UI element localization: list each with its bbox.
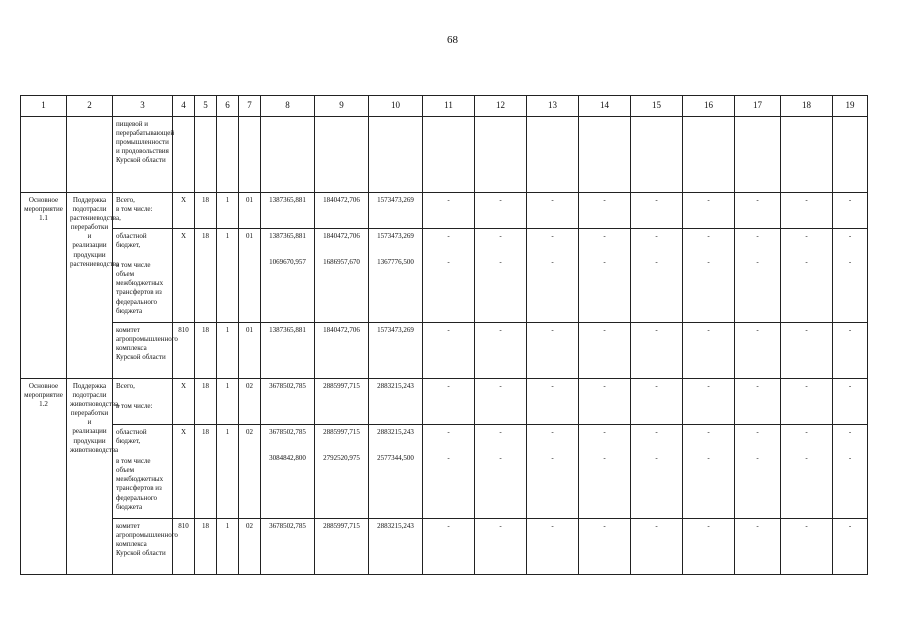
dash-cell: - [781, 323, 833, 379]
header-cell: 19 [833, 96, 868, 117]
code-cell: 1 [217, 193, 239, 229]
dash-cell: - [781, 379, 833, 425]
dash-cell: - [527, 519, 579, 575]
dash: - [707, 428, 710, 436]
code-cell: 810 [173, 519, 195, 575]
dash: - [756, 258, 759, 267]
dash: - [447, 428, 450, 436]
dash-cell: - [833, 379, 868, 425]
value-total: 3678502,785 [269, 428, 306, 436]
dash: - [805, 258, 808, 267]
continued-text: пищевой и перерабатывающей промышленности и продовольствия Курской области [113, 117, 173, 193]
table-row [21, 229, 868, 323]
dash-cell: - [683, 193, 735, 229]
header-cell: 4 [173, 96, 195, 117]
value-federal: 1686957,670 [323, 258, 360, 267]
dash-cell: - [579, 323, 631, 379]
dash-cell: - [781, 519, 833, 575]
dash: - [655, 428, 658, 436]
dash-cell: - [735, 323, 781, 379]
dash-cell: - [735, 193, 781, 229]
dash-cell [631, 425, 683, 519]
funding-source-label: комитет агропромышленного комплекса Курской области [116, 522, 178, 558]
dash: - [655, 258, 658, 267]
dash-cell: - [683, 379, 735, 425]
value-cell: 3678502,785 [261, 379, 315, 425]
dash-cell: - [527, 193, 579, 229]
code-cell: 1 [217, 323, 239, 379]
funding-source-sublabel: в том числе: [116, 205, 153, 214]
dash: - [603, 258, 606, 267]
dash-cell [423, 229, 475, 323]
table-row [21, 519, 868, 575]
funding-source [113, 519, 178, 575]
value-federal: 3084842,800 [269, 454, 306, 463]
dash-cell: - [631, 193, 683, 229]
dash: - [756, 232, 759, 240]
header-row [21, 96, 868, 117]
dash: - [756, 454, 759, 463]
value-cell: 1573473,269 [369, 323, 423, 379]
dash-cell [631, 229, 683, 323]
header-cell: 18 [781, 96, 833, 117]
measure-description: Поддержка подотрасли животноводства, переработки и реализации продукции животноводства [67, 379, 113, 575]
funding-source-label: Всего, [116, 382, 135, 390]
value-cell: 3678502,785 [261, 519, 315, 575]
value-cell: 1840472,706 [315, 323, 369, 379]
dash: - [805, 454, 808, 463]
dash-cell [683, 229, 735, 323]
dash-cell: - [475, 379, 527, 425]
table-cell [21, 117, 67, 193]
code-cell: 18 [195, 229, 217, 323]
header-cell: 5 [195, 96, 217, 117]
funding-source [113, 323, 178, 379]
dash-cell [527, 425, 579, 519]
dash: - [707, 232, 710, 240]
dash-cell [579, 229, 631, 323]
dash-cell [423, 425, 475, 519]
table-cell [527, 117, 579, 193]
value-federal: 1069670,957 [269, 258, 306, 267]
header-cell: 9 [315, 96, 369, 117]
funding-source-label: областной бюджет, [116, 232, 147, 250]
code-cell: 02 [239, 425, 261, 519]
value-cell [315, 425, 369, 519]
value-cell: 1387365,881 [261, 323, 315, 379]
value-total: 1573473,269 [377, 232, 414, 240]
value-cell: 1387365,881 [261, 193, 315, 229]
code-cell: X [173, 425, 195, 519]
dash-cell: - [833, 193, 868, 229]
dash-cell: - [683, 519, 735, 575]
value-cell [261, 229, 315, 323]
code-cell: X [173, 379, 195, 425]
value-cell [369, 229, 423, 323]
dash: - [848, 258, 852, 267]
measure-description: Поддержка подотрасли растениеводства, переработки и реализации продукции растениеводства [67, 193, 113, 379]
code-cell: X [173, 229, 195, 323]
header-cell: 15 [631, 96, 683, 117]
dash: - [551, 232, 554, 240]
dash: - [603, 454, 606, 463]
value-federal: 2577344,500 [377, 454, 414, 463]
dash: - [603, 232, 606, 240]
dash-cell: - [833, 323, 868, 379]
table-cell [195, 117, 217, 193]
header-cell: 16 [683, 96, 735, 117]
dash-cell [475, 229, 527, 323]
dash: - [499, 428, 502, 436]
header-cell: 6 [217, 96, 239, 117]
dash: - [805, 232, 808, 240]
dash: - [447, 454, 450, 463]
funding-source-sublabel: в том числе объем межбюджетных трансфертов из федерального бюджета [116, 457, 164, 511]
value-total: 2885997,715 [323, 428, 360, 436]
funding-source-sublabel: в том числе: [116, 402, 153, 411]
code-cell: 18 [195, 379, 217, 425]
code-cell: 18 [195, 519, 217, 575]
table-cell [369, 117, 423, 193]
dash-cell [527, 229, 579, 323]
value-federal: 1367776,500 [377, 258, 414, 267]
dash-cell: - [631, 323, 683, 379]
funding-source [113, 425, 173, 519]
header-cell: 17 [735, 96, 781, 117]
header-cell: 2 [67, 96, 113, 117]
table-cell [579, 117, 631, 193]
dash: - [603, 428, 606, 436]
dash-cell: - [423, 379, 475, 425]
dash-cell: - [781, 193, 833, 229]
header-cell: 1 [21, 96, 67, 117]
dash: - [805, 428, 808, 436]
header-cell: 13 [527, 96, 579, 117]
code-cell: 1 [217, 229, 239, 323]
table-cell [781, 117, 833, 193]
table-cell [833, 117, 868, 193]
value-cell: 2883215,243 [369, 519, 423, 575]
dash-cell: - [527, 323, 579, 379]
funding-source-label: областной бюджет, [116, 428, 147, 446]
dash-cell: - [579, 193, 631, 229]
dash: - [655, 232, 658, 240]
code-cell: X [173, 193, 195, 229]
dash: - [499, 232, 502, 240]
dash-cell [735, 229, 781, 323]
funding-source-label: Всего, [116, 196, 135, 204]
dash-cell [683, 425, 735, 519]
code-cell: 18 [195, 323, 217, 379]
dash: - [551, 454, 554, 463]
table-cell [239, 117, 261, 193]
value-total: 2883215,243 [377, 428, 414, 436]
value-cell: 1573473,269 [369, 193, 423, 229]
dash: - [447, 232, 450, 240]
dash-cell: - [475, 323, 527, 379]
dash-cell: - [683, 323, 735, 379]
dash: - [756, 428, 759, 436]
header-cell: 7 [239, 96, 261, 117]
table-row [21, 193, 868, 229]
value-cell: 2885997,715 [315, 519, 369, 575]
dash-cell: - [631, 519, 683, 575]
value-cell: 2883215,243 [369, 379, 423, 425]
header-cell: 11 [423, 96, 475, 117]
table-row [21, 323, 868, 379]
table-cell [315, 117, 369, 193]
dash: - [655, 454, 658, 463]
dash-cell: - [475, 519, 527, 575]
dash-cell: - [475, 193, 527, 229]
table-cell [423, 117, 475, 193]
dash: - [707, 454, 710, 463]
dash-cell: - [735, 519, 781, 575]
dash-cell: - [579, 519, 631, 575]
dash-cell: - [423, 323, 475, 379]
header-cell: 8 [261, 96, 315, 117]
value-cell: 2885997,715 [315, 379, 369, 425]
dash: - [499, 454, 502, 463]
dash-cell [781, 425, 833, 519]
dash: - [848, 454, 852, 463]
continuation-row [21, 117, 868, 193]
dash: - [551, 258, 554, 267]
dash: - [848, 232, 852, 240]
dash-cell: - [579, 379, 631, 425]
dash: - [447, 258, 450, 267]
funding-source [113, 193, 173, 229]
table-cell [475, 117, 527, 193]
table-cell [67, 117, 113, 193]
code-cell: 01 [239, 193, 261, 229]
dash: - [551, 428, 554, 436]
dash-cell: - [735, 379, 781, 425]
table-row [21, 379, 868, 425]
table-cell [173, 117, 195, 193]
code-cell: 01 [239, 229, 261, 323]
dash-cell [833, 229, 868, 323]
budget-table [20, 95, 868, 575]
dash-cell: - [527, 379, 579, 425]
code-cell: 18 [195, 193, 217, 229]
dash-cell: - [423, 519, 475, 575]
code-cell: 1 [217, 379, 239, 425]
value-total: 1387365,881 [269, 232, 306, 240]
code-cell: 18 [195, 425, 217, 519]
value-cell [261, 425, 315, 519]
header-cell: 12 [475, 96, 527, 117]
value-cell [369, 425, 423, 519]
header-cell: 14 [579, 96, 631, 117]
table-row [21, 425, 868, 519]
code-cell: 1 [217, 519, 239, 575]
dash-cell [475, 425, 527, 519]
funding-source [113, 379, 173, 425]
value-total: 1840472,706 [323, 232, 360, 240]
table-cell [217, 117, 239, 193]
table-cell [735, 117, 781, 193]
table-cell [261, 117, 315, 193]
funding-source-label: комитет агропромышленного комплекса Курской области [116, 326, 178, 362]
dash: - [499, 258, 502, 267]
dash: - [707, 258, 710, 267]
code-cell: 01 [239, 323, 261, 379]
dash: - [848, 428, 852, 436]
value-federal: 2792520,975 [323, 454, 360, 463]
header-cell: 3 [113, 96, 173, 117]
measure-name: Основное мероприятие 1.1 [21, 193, 67, 379]
code-cell: 02 [239, 379, 261, 425]
table-cell [683, 117, 735, 193]
header-cell: 10 [369, 96, 423, 117]
code-cell: 810 [173, 323, 195, 379]
value-cell: 1840472,706 [315, 193, 369, 229]
measure-name: Основное мероприятие 1.2 [21, 379, 67, 575]
dash-cell [579, 425, 631, 519]
code-cell: 1 [217, 425, 239, 519]
code-cell: 02 [239, 519, 261, 575]
dash-cell: - [423, 193, 475, 229]
dash-cell [833, 425, 868, 519]
funding-source [113, 229, 173, 323]
table-cell [631, 117, 683, 193]
page-number: 68 [447, 34, 458, 46]
dash-cell [735, 425, 781, 519]
dash-cell: - [833, 519, 868, 575]
value-cell [315, 229, 369, 323]
dash-cell: - [631, 379, 683, 425]
dash-cell [781, 229, 833, 323]
funding-source-sublabel: в том числе объем межбюджетных трансфертов из федерального бюджета [116, 261, 164, 315]
